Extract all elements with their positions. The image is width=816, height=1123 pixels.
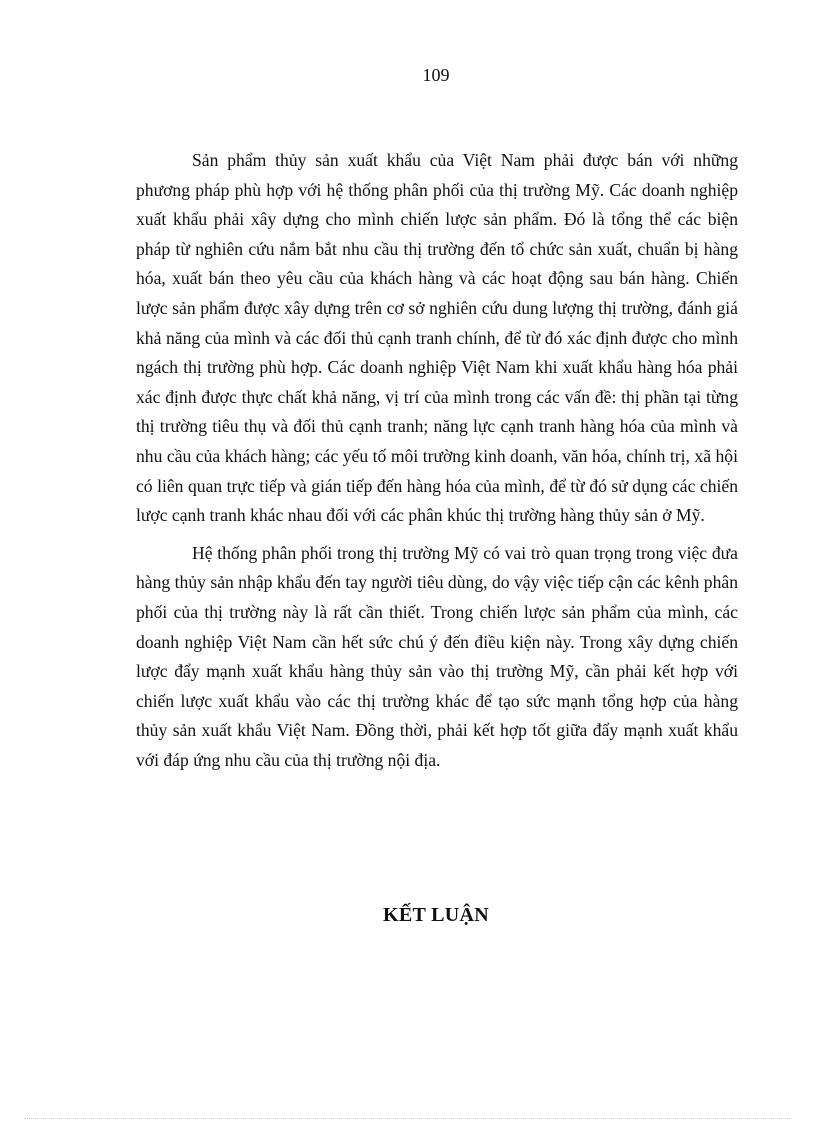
body-text bbox=[136, 146, 738, 775]
paragraph: Hệ thống phân phối trong thị trường Mỹ có vai trò quan trọng trong việc đưa hàng thủy sản nhập khẩu đến tay người tiêu dùng, do vậy việc tiếp cận các kênh phân phối của thị trường này là rất cần thiết. Trong chiến lược sản phẩm của mình, các doanh nghiệp Việt Nam cần hết sức chú ý đến điều kiện này. Trong xây dựng chiến lược đẩy mạnh xuất khẩu hàng thủy sản vào thị trường Mỹ, cần phải kết hợp với chiến lược xuất khẩu vào các thị trường khác để tạo sức mạnh tổng hợp của hàng thủy sản xuất khẩu Việt Nam. Đồng thời, phải kết hợp tốt giữa đẩy mạnh xuất khẩu với đáp ứng nhu cầu của thị trường nội địa. bbox=[136, 542, 738, 770]
page-number: 109 bbox=[422, 65, 450, 85]
section-heading: KẾT LUẬN bbox=[383, 904, 489, 926]
paragraph: Sản phẩm thủy sản xuất khẩu của Việt Nam phải được bán với những phương pháp phù hợp với hệ thống phân phối của thị trường Mỹ. Các doanh nghiệp xuất khẩu phải xây dựng cho mình chiến lược sản phẩm. Đó là tổng thể các biện pháp từ nghiên cứu nắm bắt nhu cầu thị trường đến tổ chức sản xuất, chuẩn bị hàng hóa, xuất bán theo yêu cầu của khách hàng và các hoạt động sau bán hàng. Chiến lược sản phẩm được xây dựng trên cơ sở nghiên cứu dung lượng thị trường, đánh giá khả năng của mình và các đối thủ cạnh tranh chính, để từ đó xác định được cho mình ngách thị trường phù hợp. Các doanh nghiệp Việt Nam khi xuất khẩu hàng hóa phải xác định được thực chất khả năng, vị trí của mình trong các vấn đề: thị phần tại từng thị trường tiêu thụ và đối thủ cạnh tranh; năng lực cạnh tranh hàng hóa của mình và nhu cầu của khách hàng; các yếu tố môi trường kinh doanh, văn hóa, chính trị, xã hội có liên quan trực tiếp và gián tiếp đến hàng hóa của mình, để từ đó sử dụng các chiến lược cạnh tranh khác nhau đối với các phân khúc thị trường hàng thủy sản ở Mỹ. bbox=[136, 150, 738, 526]
page-bottom-divider bbox=[24, 1118, 792, 1119]
